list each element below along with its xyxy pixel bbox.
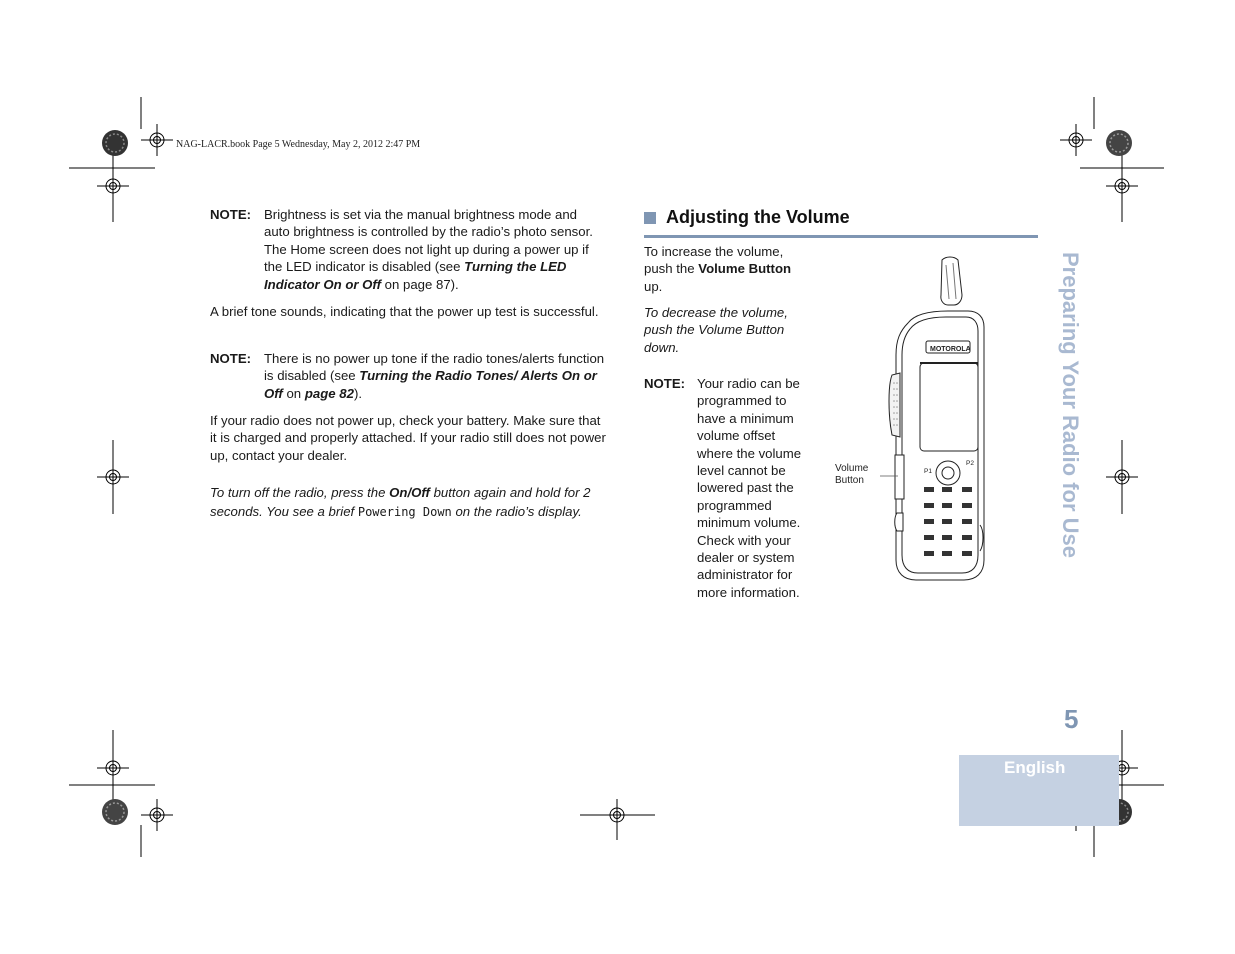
section-side-title (1036, 252, 1106, 559)
heading-bullet-icon (644, 212, 656, 224)
note-body: There is no power up tone if the radio tones/alerts function is disabled (see Turning the Radio Tones/ Alerts On or Off on page 82). (264, 351, 605, 401)
on-off-button-label: On/Off (389, 485, 430, 500)
page-number: 5 (1064, 704, 1079, 734)
volume-button-label: Volume Button (698, 261, 792, 277)
paragraph-battery: If your radio does not power up, check your battery. Make sure that it is charged and properly attached. If your radio still does not power up, contact your dealer. (210, 413, 606, 463)
cross-reference-link[interactable]: Turning the Radio Tones/ Alerts On or Off (264, 368, 597, 401)
note-brightness (210, 206, 606, 296)
section-heading (644, 207, 1038, 238)
note-label: NOTE: (210, 351, 252, 366)
volume-button-callout: Volume Button (835, 463, 869, 486)
note-label: NOTE: (210, 207, 252, 222)
note-power-up-tone (210, 350, 606, 404)
language-tab (959, 755, 1119, 826)
note-body: Brightness is set via the manual brightness mode and auto brightness is controlled by the radio’s photo sensor. The Home screen does not light up during a power up if the LED indicator is disabled (see Turning the LED Indicator On or Off on page 87). (264, 207, 593, 292)
cross-reference-link[interactable]: Turning the LED Indicator On or Off (264, 259, 567, 292)
paragraph-increase-volume: To increase the volume, push the Volume Button up. (644, 244, 792, 294)
language-tab-label: English (1004, 758, 1066, 777)
note-minimum-volume (644, 375, 814, 600)
radio-brand-label: MOTOROLA (930, 346, 971, 353)
paragraph-tone: A brief tone sounds, indicating that the power up test is successful. (210, 304, 599, 319)
paragraph-decrease-volume: To decrease the volume, push the Volume Button down. (644, 305, 788, 355)
note-body: Your radio can be programmed to have a minimum volume offset where the volume level cannot be lowered past the programmed minimum volume. Check with your dealer or system administrator for more information. (697, 376, 802, 600)
p1-key-label: P1 (924, 468, 932, 475)
radio-illustration (880, 255, 995, 585)
note-label: NOTE: (644, 376, 686, 391)
p2-key-label: P2 (966, 460, 974, 467)
print-slug: NAG-LACR.book Page 5 Wednesday, May 2, 2012 2:47 PM (176, 139, 421, 150)
heading-title: Adjusting the Volume (666, 207, 850, 227)
paragraph-turn-off: To turn off the radio, press the On/Off button again and hold for 2 seconds. You see a brief Powering Down on the radio’s display. (210, 485, 591, 519)
page-reference-link[interactable]: page 82 (304, 385, 354, 401)
display-text: Powering Down (357, 504, 452, 519)
side-title-text: Preparing Your Radio for Use (1058, 252, 1083, 559)
